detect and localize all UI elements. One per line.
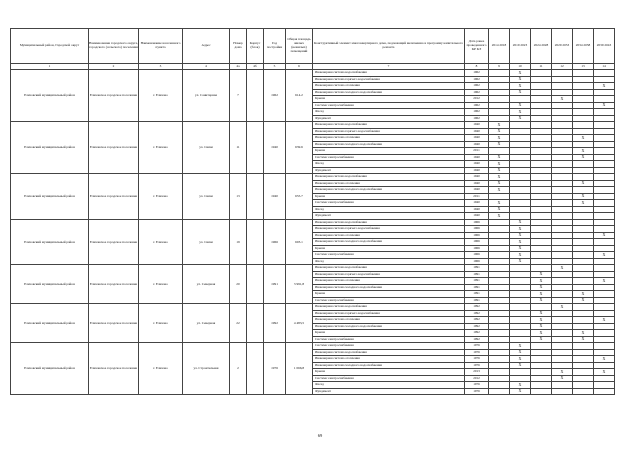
area-cell: 1 066,8 [286, 343, 313, 395]
settlement-cell: Елизовское городское поселение [89, 304, 139, 343]
period-mark-cell: X [531, 291, 552, 298]
prev-repair-date-cell: 1991 [465, 265, 489, 272]
street-cell: ул. Строительная [183, 343, 230, 395]
prev-repair-date-cell: 1940 [465, 167, 489, 174]
prev-repair-date-cell: 1940 [465, 141, 489, 148]
element-cell: Инженерная система отопления [313, 356, 465, 363]
prev-repair-date-cell: 1966 [465, 245, 489, 252]
period-mark-cell: X [510, 89, 531, 96]
period-mark-cell: X [510, 102, 531, 109]
column-number: 5 [264, 64, 286, 70]
block-cell [247, 219, 264, 265]
prev-repair-date-cell: 2011 [465, 148, 489, 155]
period-mark-cell: X [573, 336, 594, 343]
element-cell: Инженерная система горячего водоснабжения [313, 226, 465, 233]
element-cell: Инженерная система водоснабжения [313, 349, 465, 356]
period-mark-cell: X [510, 349, 531, 356]
period-mark-cell: X [594, 102, 615, 109]
build-year-cell: 1966 [264, 219, 286, 265]
period-mark-cell: X [531, 310, 552, 317]
element-cell: Инженерная система холодного водоснабжения [313, 89, 465, 96]
period-mark-cell: X [489, 174, 510, 181]
period-mark-cell: X [489, 161, 510, 168]
block-cell [247, 174, 264, 220]
prev-repair-date-cell: 1992 [465, 304, 489, 311]
element-cell: Инженерная система водоснабжения [313, 304, 465, 311]
period-mark-cell: X [510, 76, 531, 83]
element-cell: Фасад [313, 109, 465, 116]
prev-repair-date-cell: 1991 [465, 297, 489, 304]
locality-cell: г. Елизово [139, 304, 183, 343]
element-cell: Инженерная система отопления [313, 180, 465, 187]
element-cell: Фасад [313, 382, 465, 389]
period-mark-cell: X [510, 83, 531, 90]
prev-repair-date-cell: 1962 [465, 102, 489, 109]
element-cell: Инженерная система горячего водоснабжения [313, 271, 465, 278]
prev-repair-date-cell: 1992 [465, 330, 489, 337]
street-cell: ул. Связи [183, 174, 230, 220]
period-mark-cell: X [573, 148, 594, 155]
element-cell: Инженерная система горячего водоснабжения [313, 128, 465, 135]
prev-repair-date-cell: 1940 [465, 161, 489, 168]
column-number: 11 [531, 64, 552, 70]
area-cell: 639.6 [286, 122, 313, 174]
period-mark-cell: X [510, 258, 531, 265]
house-number-cell: 11 [230, 122, 247, 174]
period-mark-cell: X [594, 83, 615, 90]
period-mark-cell: X [552, 375, 573, 382]
period-mark-cell: X [594, 317, 615, 324]
period-mark-cell: X [594, 252, 615, 259]
period-mark-cell [594, 388, 615, 395]
element-cell: Инженерная система холодного водоснабжения [313, 284, 465, 291]
period-mark-cell: X [510, 239, 531, 246]
locality-cell: г. Елизово [139, 174, 183, 220]
area-cell: 4 483,5 [286, 304, 313, 343]
period-mark-cell: X [531, 284, 552, 291]
build-year-cell: 1992 [264, 304, 286, 343]
locality-cell: г. Елизово [139, 219, 183, 265]
prev-repair-date-cell: 1966 [465, 226, 489, 233]
prev-repair-date-cell: 1962 [465, 115, 489, 122]
build-year-cell: 1962 [264, 70, 286, 122]
prev-repair-date-cell: 1991 [465, 278, 489, 285]
prev-repair-date-cell: 1976 [465, 349, 489, 356]
street-cell: ул. Связи [183, 219, 230, 265]
prev-repair-date-cell: 1991 [465, 291, 489, 298]
element-cell: Система электроснабжения [313, 297, 465, 304]
element-cell: Система электроснабжения [313, 375, 465, 382]
prev-repair-date-cell: 1940 [465, 122, 489, 129]
prev-repair-date-cell: 1976 [465, 343, 489, 350]
header-row [11, 29, 615, 64]
period-mark-cell [489, 388, 510, 395]
prev-repair-date-cell: 1940 [465, 154, 489, 161]
element-cell: Система электроснабжения [313, 200, 465, 207]
header-settlement: Наименование городского округа, городского (сельского) поселения [89, 29, 139, 64]
column-number: 9 [489, 64, 510, 70]
prev-repair-date-cell: 1966 [465, 232, 489, 239]
prev-repair-date-cell: 1940 [465, 180, 489, 187]
prev-repair-date-cell: 1992 [465, 323, 489, 330]
header-element: Конструктивный элемент многоквартирного дома, подлежащий включению в программу капитального ремонта [313, 29, 465, 64]
prev-repair-date-cell: 2013 [465, 369, 489, 376]
element-cell: Крыша [313, 96, 465, 103]
header-area: Общая площадь жилых (нежилых) помещений [286, 29, 313, 64]
element-cell: Крыша [313, 245, 465, 252]
block-cell [247, 265, 264, 304]
prev-repair-date-cell: 2011 [465, 193, 489, 200]
period-mark-cell: X [489, 154, 510, 161]
element-cell: Крыша [313, 148, 465, 155]
period-mark-cell: X [531, 278, 552, 285]
document-page [10, 28, 614, 395]
period-mark-cell: X [489, 122, 510, 129]
prev-repair-date-cell: 1940 [465, 213, 489, 220]
prev-repair-date-cell: 1992 [465, 310, 489, 317]
period-mark-cell: X [489, 180, 510, 187]
district-cell: Елизовский муниципальный район [11, 122, 89, 174]
column-number: 8 [465, 64, 489, 70]
period-mark-cell: X [510, 388, 531, 395]
period-mark-cell: X [531, 323, 552, 330]
element-cell: Система электроснабжения [313, 252, 465, 259]
column-number: 14 [594, 64, 615, 70]
build-year-cell: 1940 [264, 122, 286, 174]
element-cell: Инженерная система отопления [313, 278, 465, 285]
period-mark-cell: X [510, 226, 531, 233]
header-year-5: 2034 2038 [573, 29, 594, 64]
element-cell: Инженерная система холодного водоснабжения [313, 187, 465, 194]
district-cell: Елизовский муниципальный район [11, 343, 89, 395]
column-number: 4a [230, 64, 247, 70]
column-number: 1 [11, 64, 89, 70]
element-cell: Система электроснабжения [313, 154, 465, 161]
period-mark-cell: X [573, 297, 594, 304]
element-cell: Система электроснабжения [313, 102, 465, 109]
period-mark-cell [573, 388, 594, 395]
element-cell: Инженерная система холодного водоснабжения [313, 362, 465, 369]
block-cell [247, 304, 264, 343]
prev-repair-date-cell: 1962 [465, 76, 489, 83]
element-cell: Инженерная система холодного водоснабжения [313, 323, 465, 330]
period-mark-cell: X [552, 369, 573, 376]
house-number-cell: 22 [230, 304, 247, 343]
element-cell: Инженерная система горячего водоснабжения [313, 76, 465, 83]
prev-repair-date-cell: 1940 [465, 135, 489, 142]
period-mark-cell: X [510, 232, 531, 239]
header-house: Номер дома [230, 29, 247, 64]
prev-repair-date-cell: 1962 [465, 109, 489, 116]
period-mark-cell: X [510, 252, 531, 259]
element-cell: Инженерная система водоснабжения [313, 174, 465, 181]
element-cell: Инженерная система горячего водоснабжения [313, 310, 465, 317]
header-locality: Наименование населенного пункта [139, 29, 183, 64]
prev-repair-date-cell: 1976 [465, 382, 489, 389]
period-mark-cell: X [510, 356, 531, 363]
header-district: Муниципальный район, Городской округ [11, 29, 89, 64]
page-number: 69 [317, 433, 323, 438]
element-cell: Инженерная система отопления [313, 232, 465, 239]
column-number: 2 [89, 64, 139, 70]
column-number: 4б [247, 64, 264, 70]
header-year-4: 2029 2033 [552, 29, 573, 64]
build-year-cell: 1991 [264, 265, 286, 304]
house-number-cell: 20 [230, 265, 247, 304]
element-cell: Система электроснабжения [313, 343, 465, 350]
prev-repair-date-cell: 2012 [465, 96, 489, 103]
column-number: 13 [573, 64, 594, 70]
period-mark-cell: X [594, 232, 615, 239]
capital-repair-table [10, 28, 615, 395]
prev-repair-date-cell: 1940 [465, 187, 489, 194]
column-number: 3 [139, 64, 183, 70]
house-number-cell: 2 [230, 343, 247, 395]
period-mark-cell: X [510, 245, 531, 252]
period-mark-cell: X [489, 135, 510, 142]
element-cell: Фундамент [313, 167, 465, 174]
prev-repair-date-cell: 1940 [465, 174, 489, 181]
period-mark-cell: X [594, 278, 615, 285]
district-cell: Елизовский муниципальный район [11, 174, 89, 220]
column-number: 7 [313, 64, 465, 70]
header-year-6: 2039 2043 [594, 29, 615, 64]
period-mark-cell: X [510, 362, 531, 369]
prev-repair-date-cell: 2012 [465, 375, 489, 382]
prev-repair-date-cell: 1992 [465, 317, 489, 324]
district-cell: Елизовский муниципальный район [11, 219, 89, 265]
prev-repair-date-cell: 1976 [465, 388, 489, 395]
locality-cell: г. Елизово [139, 70, 183, 122]
header-year-1: 2014 2018 [489, 29, 510, 64]
period-mark-cell: X [552, 304, 573, 311]
prev-repair-date-cell: 1992 [465, 336, 489, 343]
table-body [11, 70, 615, 395]
element-cell: Фасад [313, 258, 465, 265]
prev-repair-date-cell: 1991 [465, 271, 489, 278]
element-cell: Фундамент [313, 213, 465, 220]
header-address: Адрес [183, 29, 230, 64]
period-mark-cell: X [489, 141, 510, 148]
element-cell: Инженерная система холодного водоснабжения [313, 141, 465, 148]
period-mark-cell: X [573, 330, 594, 337]
settlement-cell: Елизовское городское поселение [89, 174, 139, 220]
element-cell: Фасад [313, 206, 465, 213]
prev-repair-date-cell: 1962 [465, 89, 489, 96]
house-number-cell: 13 [230, 174, 247, 220]
district-cell: Елизовский муниципальный район [11, 265, 89, 304]
element-cell: Крыша [313, 193, 465, 200]
build-year-cell: 1976 [264, 343, 286, 395]
area-cell: 3 991,8 [286, 265, 313, 304]
period-mark-cell: X [594, 356, 615, 363]
area-cell: 655.7 [286, 174, 313, 220]
element-cell: Фундамент [313, 115, 465, 122]
period-mark-cell: X [489, 200, 510, 207]
street-cell: ул. Связи [183, 122, 230, 174]
period-mark-cell: X [489, 213, 510, 220]
element-cell: Крыша [313, 291, 465, 298]
prev-repair-date-cell: 1940 [465, 206, 489, 213]
period-mark-cell: X [573, 193, 594, 200]
house-number-cell: 19 [230, 219, 247, 265]
period-mark-cell: X [489, 206, 510, 213]
prev-repair-date-cell: 1991 [465, 284, 489, 291]
element-cell: Система электроснабжения [313, 336, 465, 343]
column-number: 6 [286, 64, 313, 70]
prev-repair-date-cell: 1962 [465, 83, 489, 90]
period-mark-cell: X [489, 167, 510, 174]
element-cell: Фасад [313, 161, 465, 168]
element-cell: Инженерная система водоснабжения [313, 70, 465, 77]
period-mark-cell: X [594, 369, 615, 376]
element-cell: Фундамент [313, 388, 465, 395]
block-cell [247, 122, 264, 174]
prev-repair-date-cell: 1976 [465, 362, 489, 369]
prev-repair-date-cell: 1966 [465, 239, 489, 246]
period-mark-cell: X [510, 70, 531, 77]
element-cell: Инженерная система отопления [313, 135, 465, 142]
element-cell: Инженерная система отопления [313, 317, 465, 324]
period-mark-cell: X [489, 187, 510, 194]
block-cell [247, 70, 264, 122]
district-cell: Елизовский муниципальный район [11, 70, 89, 122]
element-cell: Крыша [313, 330, 465, 337]
header-block: Корпус (блок) [247, 29, 264, 64]
period-mark-cell: X [573, 154, 594, 161]
prev-repair-date-cell: 1966 [465, 252, 489, 259]
period-mark-cell: X [531, 330, 552, 337]
header-year: Год постройки [264, 29, 286, 64]
period-mark-cell: X [510, 115, 531, 122]
period-mark-cell: X [510, 382, 531, 389]
period-mark-cell: X [531, 271, 552, 278]
locality-cell: г. Елизово [139, 265, 183, 304]
column-number: 4 [183, 64, 230, 70]
area-cell: 603.1 [286, 219, 313, 265]
settlement-cell: Елизовское городское поселение [89, 265, 139, 304]
settlement-cell: Елизовское городское поселение [89, 70, 139, 122]
header-year-2: 2019 2023 [510, 29, 531, 64]
period-mark-cell: X [573, 135, 594, 142]
period-mark-cell: X [531, 317, 552, 324]
settlement-cell: Елизовское городское поселение [89, 343, 139, 395]
prev-repair-date-cell: 1962 [465, 70, 489, 77]
period-mark-cell: X [510, 109, 531, 116]
element-cell: Инженерная система водоснабжения [313, 219, 465, 226]
period-mark-cell [552, 388, 573, 395]
block-cell [247, 343, 264, 395]
element-cell: Инженерная система водоснабжения [313, 265, 465, 272]
column-number: 12 [552, 64, 573, 70]
period-mark-cell: X [552, 96, 573, 103]
period-mark-cell: X [510, 219, 531, 226]
period-mark-cell [531, 388, 552, 395]
street-cell: ул. Северная [183, 265, 230, 304]
period-mark-cell: X [531, 297, 552, 304]
house-number-cell: 7 [230, 70, 247, 122]
district-cell: Елизовский муниципальный район [11, 304, 89, 343]
column-number: 10 [510, 64, 531, 70]
element-cell: Инженерная система отопления [313, 83, 465, 90]
period-mark-cell: X [573, 200, 594, 207]
period-mark-cell: X [510, 343, 531, 350]
prev-repair-date-cell: 1966 [465, 219, 489, 226]
locality-cell: г. Елизово [139, 122, 183, 174]
settlement-cell: Елизовское городское поселение [89, 122, 139, 174]
area-cell: 614.2 [286, 70, 313, 122]
period-mark-cell: X [573, 180, 594, 187]
settlement-cell: Елизовское городское поселение [89, 219, 139, 265]
header-year-3: 2024 2028 [531, 29, 552, 64]
period-mark-cell: X [531, 336, 552, 343]
element-cell: Инженерная система водоснабжения [313, 122, 465, 129]
period-mark-cell: X [552, 265, 573, 272]
build-year-cell: 1940 [264, 174, 286, 220]
street-cell: ул. Санитарная [183, 70, 230, 122]
locality-cell: г. Елизово [139, 343, 183, 395]
header-prev-date: Дата ранее проведенного КР КЭ [465, 29, 489, 64]
period-mark-cell: X [489, 128, 510, 135]
period-mark-cell: X [573, 291, 594, 298]
element-cell: Инженерная система холодного водоснабжения [313, 239, 465, 246]
prev-repair-date-cell: 1976 [465, 356, 489, 363]
prev-repair-date-cell: 1966 [465, 258, 489, 265]
prev-repair-date-cell: 1940 [465, 128, 489, 135]
street-cell: ул. Северная [183, 304, 230, 343]
prev-repair-date-cell: 1940 [465, 200, 489, 207]
element-cell: Крыша [313, 369, 465, 376]
